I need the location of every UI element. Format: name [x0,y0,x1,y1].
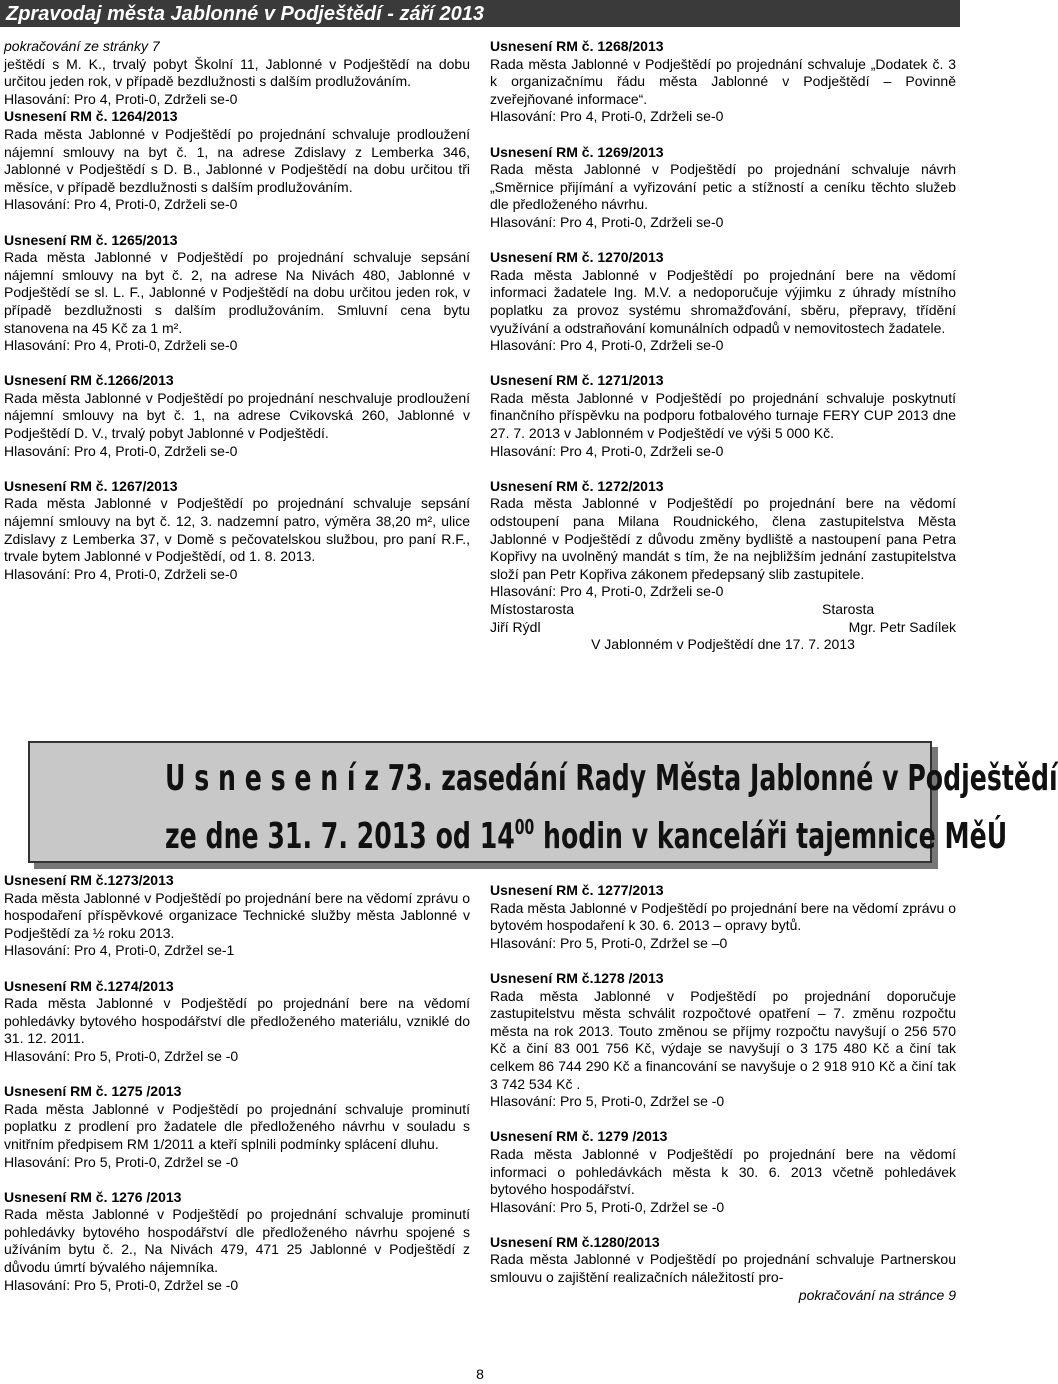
resolution-1269 [490,144,956,232]
resolution-title: Usnesení RM č. 1272/2013 [490,477,664,494]
meeting-banner [28,741,1058,863]
resolution-title: Usnesení RM č. 1279 /2013 [490,1128,668,1145]
resolution-vote: Hlasování: Pro 4, Proti-0, Zdrželi se-0 [4,196,238,213]
resolution-title: Usnesení RM č. 1275 /2013 [4,1083,182,1100]
resolution-1274 [4,978,470,1066]
resolution-title: Usnesení RM č. 1265/2013 [4,231,178,248]
mayor-name: Mgr. Petr Sadílek [848,618,956,635]
resolution-text: Rada města Jablonné v Podještědí po projednání schvaluje prodloužení nájemní smlouvy na byt č. 1, na adrese Zdislavy z Lemberka 346, Jablonné v Podještědí s D. B., Jablonné v Podještědí na dobu určitou tři měsíce, v případě bezdlužnosti s dalším prodlužováním. [4,125,470,195]
resolution-text: Rada města Jablonné v Podještědí po projednání schvaluje prominutí pohledávky bytového hospodářství dle předloženého návrhu spojené s užíváním bytu č. 2., Na Nivách 479, 471 25 Jablonné v Podještědí z důvodu úmrtí bývalého nájemníka. [4,1206,470,1276]
resolution-title: Usnesení RM č. 1277/2013 [490,882,664,898]
resolution-text: Rada města Jablonné v Podještědí po projednání schvaluje prominutí poplatku z prodlení pro žadatele dle předloženého návrhu v souladu s vnitřním předpisem RM 1/2011 a kteří splnili podmínky splácení dluhu. [4,1100,470,1152]
resolution-1264 [4,108,470,214]
resolution-vote: Hlasování: Pro 5, Proti-0, Zdržel se -0 [490,1198,725,1215]
deputy-mayor-role: Místostarosta [490,601,575,617]
banner-line-1: U s n e s e n í z 73. zasedání Rady Města Jablonné v Podještědí [165,758,1058,799]
resolution-title: Usnesení RM č. 1264/2013 [4,108,178,125]
resolution-1276 [4,1189,470,1295]
bottom-left-column [4,872,470,1294]
resolution-title: Usnesení RM č.1266/2013 [4,372,174,389]
banner-time-superscript: 00 [514,815,535,839]
resolution-title: Usnesení RM č. 1271/2013 [490,372,664,389]
resolution-vote: Hlasování: Pro 4, Proti-0, Zdrželi se-0 [4,337,238,354]
signature-names [490,619,956,637]
resolution-text: Rada města Jablonné v Podještědí po projednání bere na vědomí odstoupení pana Milana Roudnického, člena zastupitelstva Města Jablonné v Podještědí z důvodu změny bydliště a nastoupení pana Petra Kopřivy na uvolněný mandát s tím, že na nejbližším jednání zastupitelstva složí pan Petr Kopřiva zákonem předepsaný slib zastupitele. [490,495,956,582]
resolution-vote: Hlasování: Pro 4, Proti-0, Zdrželi se-0 [4,442,238,459]
resolution-title: Usnesení RM č. 1276 /2013 [4,1188,182,1205]
newsletter-title: Zpravodaj města Jablonné v Podještědí - září 2013 [6,3,484,25]
resolution-1280 [490,1234,956,1287]
resolution-text: Rada města Jablonné v Podještědí po projednání schvaluje „Dodatek č. 3 k organizačnímu řádu města Jablonné v Podještědí – Povinně zveřejňované informace“. [490,55,956,107]
resolution-text: Rada města Jablonné v Podještědí po projednání schvaluje poskytnutí finančního příspěvku na podporu fotbalového turnaje FERY CUP 2013 dne 27. 7. 2013 v Jablonném v Podještědí ve výši 5 000 Kč. [490,389,956,442]
bottom-right-column [490,882,956,1304]
resolution-1278 [490,970,956,1111]
resolution-text: Rada města Jablonné v Podještědí po projednání bere na vědomí zprávu o hospodaření příspěvkové organizace Technické služby města Jablonné v Podještědí za ½ roku 2013. [4,889,470,941]
resolution-1266 [4,372,470,460]
resolution-title: Usnesení RM č. 1269/2013 [490,143,664,160]
resolution-1271 [490,372,956,460]
resolution-1270 [490,249,956,355]
resolution-text: Rada města Jablonné v Podještědí po projednání neschvaluje prodloužení nájemní smlouvy na byt č. 1, na adrese Cvikovská 260, Jablonné v Podještědí D. V., trvalý pobyt Jablonné v Podještědí. [4,389,470,442]
deputy-mayor-name: Jiří Rýdl [490,618,541,635]
resolution-text: Rada města Jablonné v Podještědí po projednání bere na vědomí zprávu o bytovém hospodaření k 30. 6. 2013 – opravy bytů. [490,899,956,934]
page-number: 8 [476,1366,484,1382]
continued-on-label: pokračování na stránce 9 [798,1286,956,1303]
banner-line-2-suffix: hodin v kanceláři tajemnice MěÚ [534,816,1008,857]
resolution-vote: Hlasování: Pro 4, Proti-0, Zdrželi se-0 [490,583,724,600]
intro-vote: Hlasování: Pro 4, Proti-0, Zdrželi se-0 [4,90,238,107]
resolution-title: Usnesení RM č.1278 /2013 [490,969,664,986]
resolution-title: Usnesení RM č. 1268/2013 [490,38,664,54]
signature-date: V Jablonném v Podještědí dne 17. 7. 2013 [591,636,855,653]
banner-line-2-prefix: ze dne 31. 7. 2013 od 14 [165,816,515,857]
resolution-vote: Hlasování: Pro 5, Proti-0, Zdržel se -0 [4,1153,239,1170]
resolution-vote: Hlasování: Pro 5, Proti-0, Zdržel se -0 [490,1093,725,1110]
resolution-vote: Hlasování: Pro 5, Proti-0, Zdržel se –0 [490,934,728,951]
resolution-1273 [4,872,470,960]
resolution-1272 [490,478,956,601]
resolution-title: Usnesení RM č.1274/2013 [4,977,174,994]
mayor-role: Starosta [822,601,875,617]
resolution-text: Rada města Jablonné v Podještědí po projednání bere na vědomí pohledávky bytového hospodářství dle předloženého materiálu, vzniklé do 31. 12. 2011. [4,995,470,1047]
resolution-text: Rada města Jablonné v Podještědí po projednání doporučuje zastupitelstvu města schválit rozpočtové opatření – 7. změnu rozpočtu města na rok 2013. Touto změnou se příjmy rozpočtu navyšují o 256 570 Kč a činí 83 001 756 Kč, výdaje se navyšují o 3 175 480 Kč a činí tak celkem 86 744 290 Kč a financování se navyšuje o 2 918 910 Kč a činí tak 3 742 534 Kč . [490,987,956,1092]
resolution-text: Rada města Jablonné v Podještědí po projednání schvaluje sepsání nájemní smlouvy na byt č. 12, 3. nadzemní patro, výměra 38,20 m², ulice Zdislavy z Lemberka 37, v Domě s pečovatelskou službou, pro paní R.F., trvale bytem Jablonné v Podještědí, od 1. 8. 2013. [4,495,470,565]
resolution-vote: Hlasování: Pro 4, Proti-0, Zdrželi se-0 [490,337,724,354]
resolution-text: Rada města Jablonné v Podještědí po projednání bere na vědomí informaci žadatele Ing. M.V. a nedoporučuje výjimku z úhrady místního poplatku za provoz systému shromažďování, sběru, přepravy, třídění využívání a odstraňování komunálních odpadů v nemovitostech žadatele. [490,266,956,336]
resolution-1268 [490,38,956,126]
continued-from-label: pokračování ze stránky 7 [4,38,160,54]
resolution-vote: Hlasování: Pro 5, Proti-0, Zdržel se -0 [4,1047,239,1064]
resolution-vote: Hlasování: Pro 4, Proti-0, Zdržel se-1 [4,942,235,959]
resolution-text: Rada města Jablonné v Podještědí po projednání schvaluje Partnerskou smlouvu o zajištění realizačních náležitostí pro- [490,1251,956,1286]
resolution-1277 [490,882,956,952]
resolution-1275 [4,1083,470,1171]
resolution-text: Rada města Jablonné v Podještědí po projednání schvaluje sepsání nájemní smlouvy na byt č. 2, na adrese Na Nivách 480, Jablonné v Podještědí se sl. L. F., Jablonné v Podještědí na dobu určitou jeden rok, v případě bezdlužnosti s dalším prodlužováním. Smluvní cena bytu stanovena na 45 Kč za 1 m². [4,249,470,336]
signature-roles [490,601,956,619]
page-header [0,0,960,27]
intro-text: ještědí s M. K., trvalý pobyt Školní 11, Jablonné v Podještědí na dobu určitou jeden rok, v případě bezdlužnosti s dalším prodlužováním. [4,55,470,90]
resolution-title: Usnesení RM č.1273/2013 [4,872,174,888]
resolution-text: Rada města Jablonné v Podještědí po projednání schvaluje návrh „Směrnice přijímání a vyřizování petic a stížností a ceníku těchto služeb dle předloženého návrhu. [490,161,956,213]
resolution-text: Rada města Jablonné v Podještědí po projednání bere na vědomí informaci o pohledávkách města k 30. 6. 2013 včetně pohledávek bytového hospodářství. [490,1145,956,1198]
resolution-title: Usnesení RM č. 1270/2013 [490,249,664,266]
top-left-column [4,38,470,583]
resolution-title: Usnesení RM č.1280/2013 [490,1233,660,1250]
resolution-1265 [4,232,470,355]
top-right-column [490,38,956,654]
resolution-vote: Hlasování: Pro 5, Proti-0, Zdržel se -0 [4,1276,239,1293]
banner-line-2 [165,805,1008,859]
resolution-vote: Hlasování: Pro 4, Proti-0, Zdrželi se-0 [4,565,238,582]
resolution-1267 [4,478,470,584]
resolution-vote: Hlasování: Pro 4, Proti-0, Zdrželi se-0 [490,442,724,459]
resolution-title: Usnesení RM č. 1267/2013 [4,477,178,494]
resolution-vote: Hlasování: Pro 4, Proti-0, Zdrželi se-0 [490,213,724,230]
resolution-vote: Hlasování: Pro 4, Proti-0, Zdrželi se-0 [490,108,724,125]
resolution-1279 [490,1128,956,1216]
